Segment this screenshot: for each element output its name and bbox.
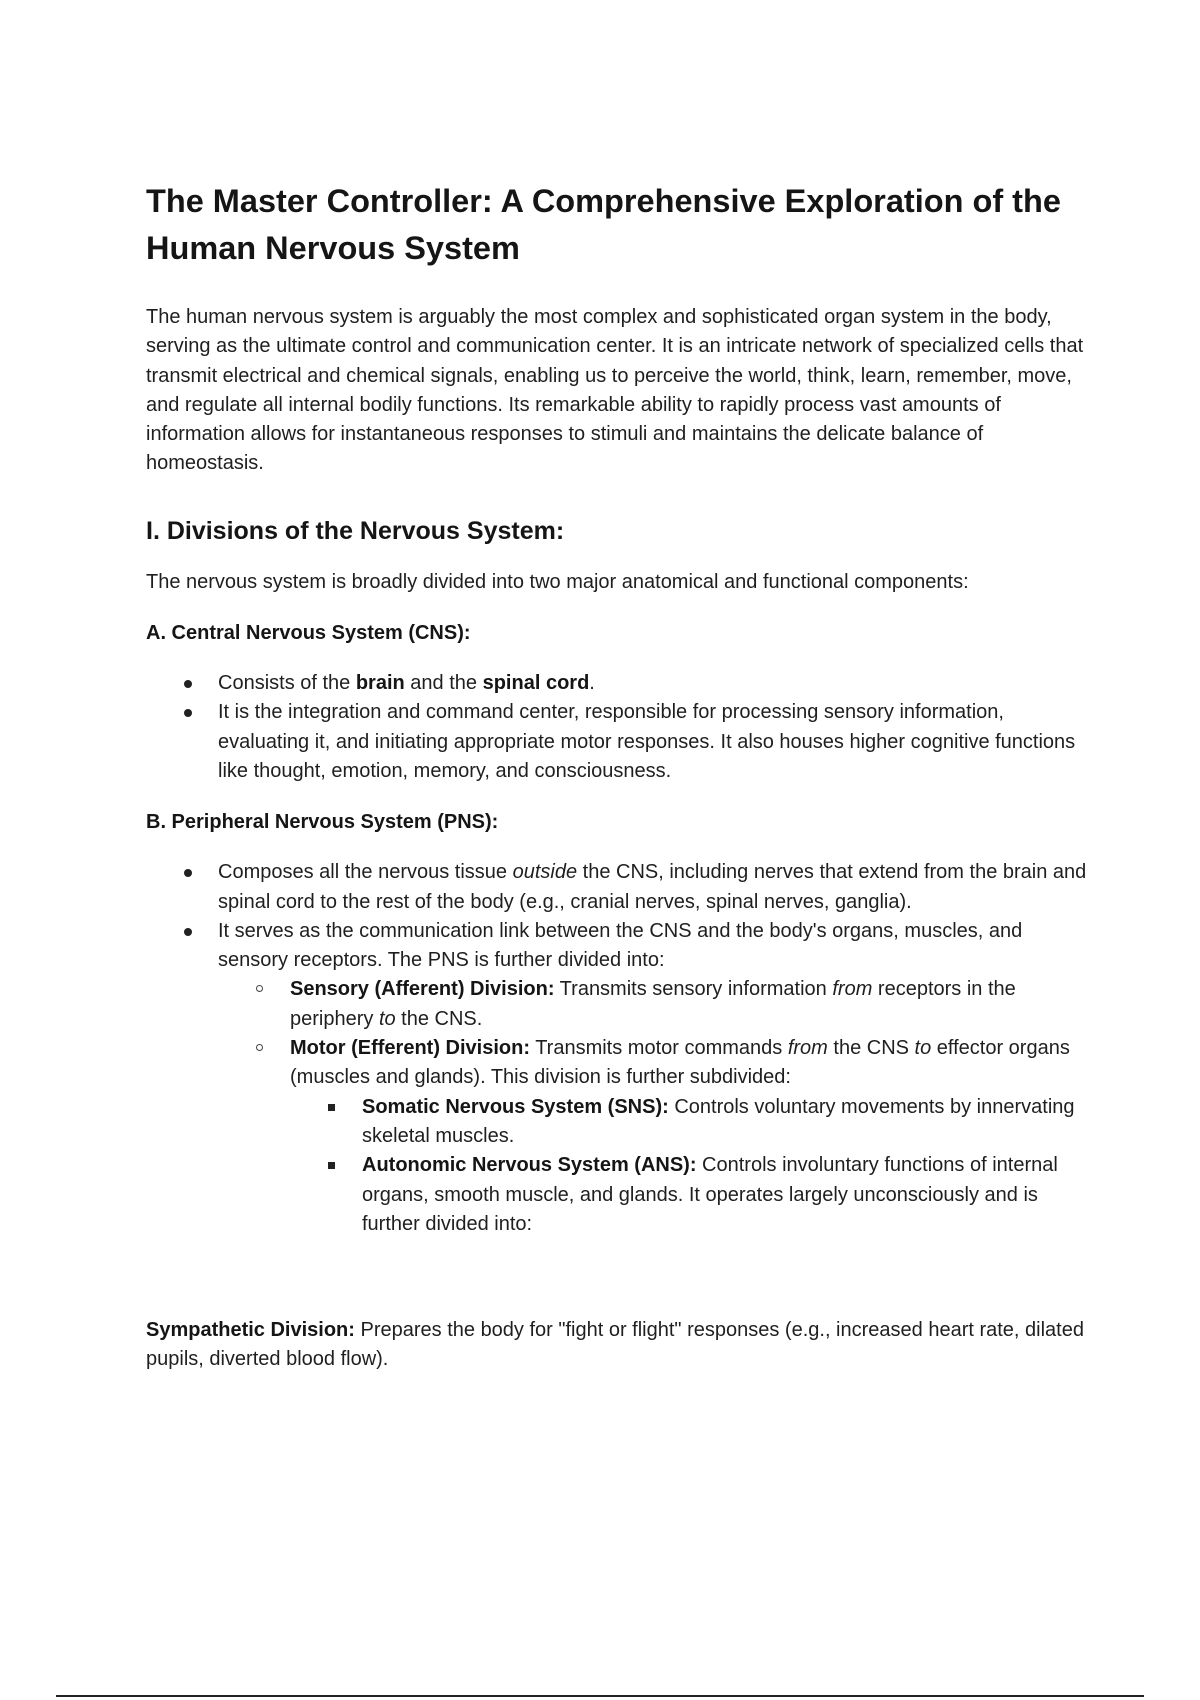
text-span: the CNS. — [395, 1007, 483, 1030]
text-span: the CNS — [827, 1037, 915, 1060]
text-span: Prepares the body for "fight or flight" responses (e.g., increased heart rate, dilated pupils, diverted blood flow). — [146, 1319, 1084, 1371]
italic-to: to — [914, 1037, 932, 1060]
somatic-item — [290, 1093, 1091, 1152]
cns-heading: A. Central Nervous System (CNS): — [146, 622, 471, 645]
cns-list-item: It is the integration and command center, responsible for processing sensory information, evaluating it, and initiating appropriate motor responses. It also houses higher cognitive functions like thought, emotion, memory, and consciousness. — [146, 698, 1091, 786]
bold-term-brain: brain — [355, 672, 405, 695]
italic-from: from — [832, 978, 873, 1001]
motor-division-label: Motor (Efferent) Division: — [290, 1037, 530, 1060]
text-span: . — [589, 672, 595, 695]
italic-to: to — [378, 1007, 396, 1030]
pns-list-item — [146, 858, 1091, 917]
sensory-division-item — [218, 975, 1091, 1034]
text-span: Controls voluntary movements by innervating skeletal muscles. — [362, 1095, 1075, 1147]
text-span: Transmits sensory information — [554, 978, 833, 1001]
somatic-label: Somatic Nervous System (SNS): — [362, 1095, 669, 1118]
autonomic-label: Autonomic Nervous System (ANS): — [362, 1154, 697, 1177]
document-title: The Master Controller: A Comprehensive Exploration of the Human Nervous System — [146, 183, 1061, 266]
text-span: receptors in the periphery — [290, 978, 1016, 1030]
sensory-division-label: Sensory (Afferent) Division: — [290, 978, 555, 1001]
italic-term-outside: outside — [512, 861, 578, 884]
cns-list-item — [146, 669, 1091, 698]
sympathetic-paragraph — [146, 1316, 1091, 1375]
pns-list-item — [146, 917, 1091, 1239]
text-span: Transmits motor commands — [530, 1037, 788, 1060]
italic-from: from — [787, 1037, 828, 1060]
pns-list — [146, 858, 1091, 1239]
text-span: effector organs (muscles and glands). This division is further subdivided: — [290, 1037, 1070, 1089]
autonomic-item — [290, 1151, 1091, 1239]
section-lead-paragraph: The nervous system is broadly divided into two major anatomical and functional components: — [146, 570, 969, 593]
intro-paragraph: The human nervous system is arguably the most complex and sophisticated organ system in the body, serving as the ultimate control and communication center. It is an intricate network of specialized cells that transmit electrical and chemical signals, enabling us to perceive the world, think, learn, remember, move, and regulate all internal bodily functions. Its remarkable ability to rapidly process vast amounts of information allows for instantaneous responses to stimuli and maintains the delicate balance of homeostasis. — [146, 306, 1084, 475]
text-span: the CNS, including nerves that extend from the brain and spinal cord to the rest of the body (e.g., cranial nerves, spinal nerves, ganglia). — [218, 861, 1087, 913]
pns-sublist — [218, 975, 1091, 1239]
bold-term-spinal-cord: spinal cord — [482, 672, 590, 695]
page-bottom-rule — [56, 1695, 1144, 1697]
text-span: and the — [404, 672, 483, 695]
text-span: Consists of the — [218, 672, 356, 695]
pns-heading: B. Peripheral Nervous System (PNS): — [146, 811, 499, 834]
text-span: It serves as the communication link between the CNS and the body's organs, muscles, and sensory receptors. The PNS is further divided into: — [218, 919, 1023, 972]
motor-sublist — [290, 1093, 1091, 1239]
text-span: Controls involuntary functions of internal organs, smooth muscle, and glands. It operates largely unconsciously and is further divided into: — [362, 1154, 1058, 1235]
document-page — [146, 178, 1091, 1375]
sympathetic-label: Sympathetic Division: — [146, 1319, 355, 1342]
text-span: Composes all the nervous tissue — [218, 861, 513, 884]
motor-division-item — [218, 1034, 1091, 1239]
section-heading-divisions: I. Divisions of the Nervous System: — [146, 516, 565, 545]
cns-list — [146, 669, 1091, 786]
